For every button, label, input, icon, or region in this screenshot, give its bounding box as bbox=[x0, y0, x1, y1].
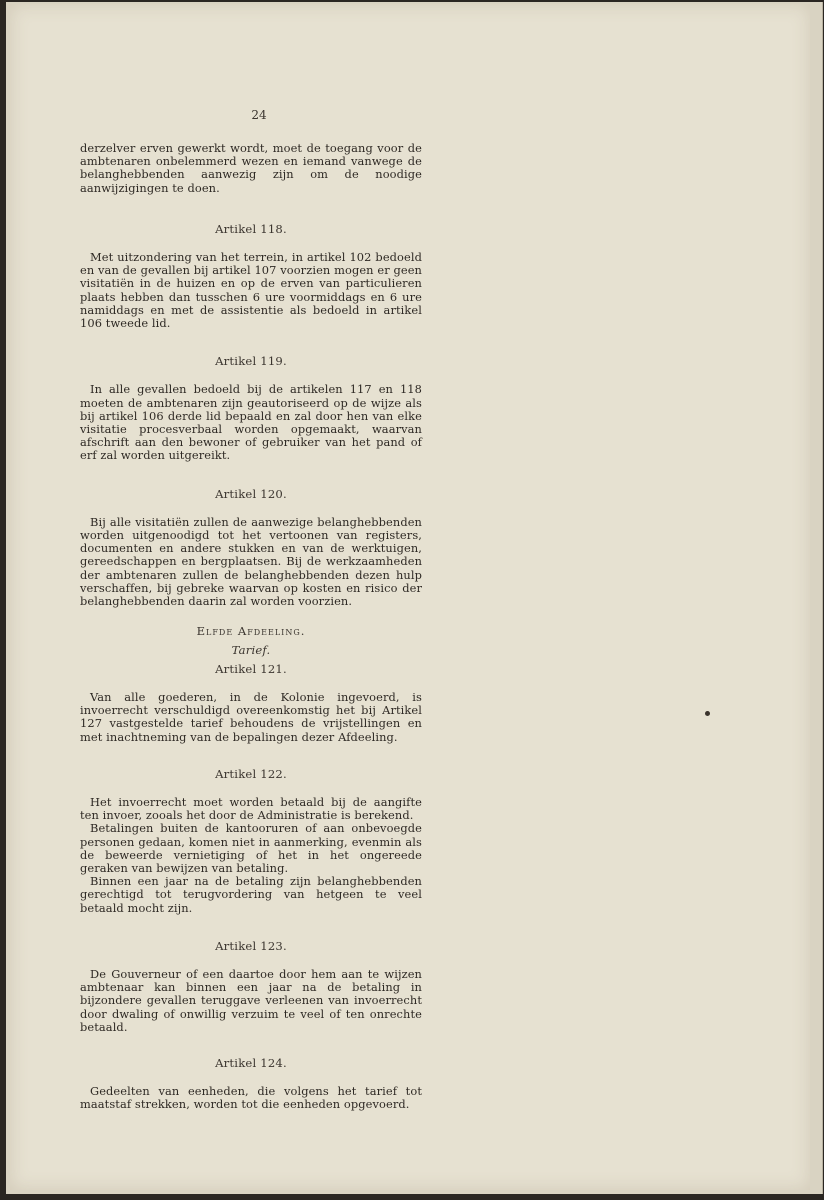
paragraph: Van alle goederen, in de Kolonie ingevoerd, is invoerrecht verschuldigd overeenkomstig het bij Artikel 127 vastgestelde tarief behoudens de vrijstellingen en met inachtneming van de bepalingen dezer Afdeeling. bbox=[80, 689, 422, 744]
section-subtitle: Tarief. bbox=[231, 643, 271, 658]
paragraph: Met uitzondering van het terrein, in artikel 102 bedoeld en van de gevallen bij artikel 107 voorzien mogen er geen visitatiën in de huizen en op de erven van particulieren plaats hebben dan tusschen 6 ure voormiddags en 6 ure namiddags en met de assistentie als bedoeld in artikel 106 tweede lid. bbox=[80, 250, 422, 331]
article-heading: Artikel 118. bbox=[215, 221, 287, 236]
paragraph: Binnen een jaar na de betaling zijn belanghebbenden gerechtigd tot terugvordering van hetgeen te veel betaald mocht zijn. bbox=[80, 874, 422, 915]
paragraph: De Gouverneur of een daartoe door hem aan te wijzen ambtenaar kan binnen een jaar na de betaling in bijzondere gevallen teruggave verleenen van invoerrecht door dwaling of onwillig verzuim te veel of ten onrechte betaald. bbox=[80, 966, 422, 1034]
section-title: Elfde Afdeeling. bbox=[196, 624, 306, 639]
paragraph: Bij alle visitatiën zullen de aanwezige belanghebbenden worden uitgenoodigd tot het vertoonen van registers, documenten en andere stukken en van de werktuigen, gereedschappen en bergplaatsen. Bij de werkzaamheden der ambtenaren zullen de belanghebbenden dezen hulp verschaffen, bij gebreke waarvan op kosten en risico der belanghebbenden daarin zal worden voorzien. bbox=[80, 514, 422, 609]
text-column bbox=[80, 142, 422, 1112]
paragraph: derzelver erven gewerkt wordt, moet de toegang voor de ambtenaren onbelemmerd wezen en iemand vanwege de belanghebbenden aanwezig zijn om de noodige aanwijzigingen te doen. bbox=[80, 141, 422, 195]
paragraph: Het invoerrecht moet worden betaald bij de aangifte ten invoer, zooals het door de Administratie is berekend. bbox=[80, 794, 422, 823]
article-heading: Artikel 124. bbox=[215, 1055, 287, 1070]
article-heading: Artikel 121. bbox=[215, 661, 287, 676]
article-heading: Artikel 123. bbox=[215, 938, 287, 953]
paragraph: Betalingen buiten de kantooruren of aan onbevoegde personen gedaan, komen niet in aanmerking, evenmin als de beweerde vernietiging of het in het ongereede geraken van bewijzen van betaling. bbox=[80, 821, 422, 875]
paragraph: Gedeelten van eenheden, die volgens het tarief tot maatstaf strekken, worden tot die eenheden opgevoerd. bbox=[80, 1084, 422, 1112]
page-number: 24 bbox=[251, 108, 267, 122]
article-heading: Artikel 122. bbox=[215, 766, 287, 781]
article-heading: Artikel 120. bbox=[215, 486, 287, 501]
paper-speck bbox=[705, 711, 710, 716]
paragraph: In alle gevallen bedoeld bij de artikelen 117 en 118 moeten de ambtenaren zijn geautoriseerd op de wijze als bij artikel 106 derde lid bepaald en zal door hen van elke visitatie procesverbaal worden opgemaakt, waarvan afschrift aan den bewoner of gebruiker van het pand of erf zal worden uitgereikt. bbox=[80, 382, 422, 463]
article-heading: Artikel 119. bbox=[215, 354, 287, 369]
